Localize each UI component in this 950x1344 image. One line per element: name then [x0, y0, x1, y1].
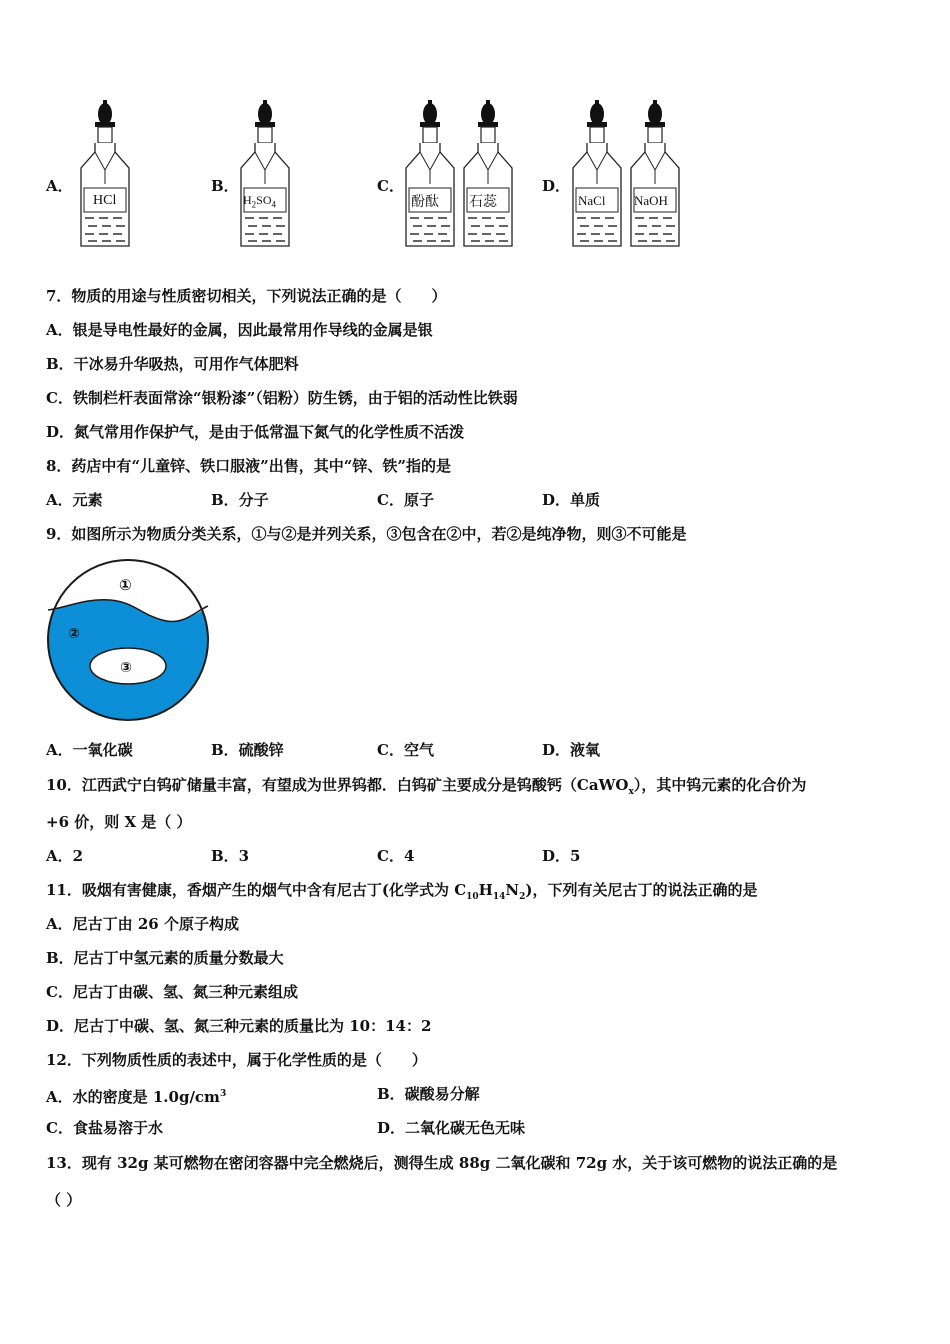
q12-option-d: D．二氧化碳无色无味	[377, 1119, 526, 1137]
q11-h-subscript: 14	[492, 892, 506, 902]
bottle-label-phenolphthalein: 酚酞	[411, 195, 439, 210]
q6-option-a-letter: A．	[46, 177, 73, 195]
q9-option-b: B．硫酸锌	[211, 741, 284, 759]
q10-stem-part2: ），其中钨元素的化合价为	[633, 776, 807, 794]
bottle-label-h2so4-sub2: 4	[271, 199, 277, 210]
q8-option-d: D．单质	[542, 491, 601, 509]
q6-option-b-letter: B．	[211, 177, 239, 195]
q12-option-b: B．碳酸易分解	[377, 1085, 480, 1103]
q12-option-c: C．食盐易溶于水	[46, 1119, 163, 1137]
q10-stem-part1: 10．江西武宁白钨矿储量丰富，有望成为世界钨都．白钨矿主要成分是钨酸钙（CaWO	[46, 776, 629, 794]
bottle-label-hcl: HCl	[93, 193, 117, 208]
q9-stem: 9．如图所示为物质分类关系，①与②是并列关系，③包含在②中，若②是纯净物，则③不可能是	[46, 525, 687, 543]
q12-option-a-sup: 3	[219, 1089, 227, 1099]
q9-classification-diagram	[44, 554, 214, 726]
bottle-litmus	[464, 100, 512, 246]
q11-h: H	[478, 881, 493, 899]
bottle-h2so4	[241, 100, 289, 246]
q7-option-c: C．铁制栏杆表面常涂“银粉漆”（铝粉）防生锈，由于铝的活动性比铁弱	[46, 389, 518, 407]
q9-label-1: ①	[119, 576, 132, 594]
bottle-nacl	[573, 100, 621, 246]
q6-option-c-letter: C．	[377, 177, 404, 195]
q8-option-b: B．分子	[211, 491, 269, 509]
q8-option-a: A．元素	[46, 491, 103, 509]
q11-option-a: A．尼古丁由 26 个原子构成	[46, 915, 239, 933]
q6-option-d-letter: D．	[542, 177, 571, 195]
q7-stem: 7．物质的用途与性质密切相关，下列说法正确的是（ ）	[46, 287, 447, 305]
bottle-label-nacl: NaCl	[578, 193, 606, 208]
bottle-hcl	[81, 100, 129, 246]
q9-option-d: D．液氧	[542, 741, 601, 759]
q10-option-d: D．5	[542, 847, 581, 865]
q7-option-b: B．干冰易升华吸热，可用作气体肥料	[46, 355, 299, 373]
q11-option-c: C．尼古丁由碳、氢、氮三种元素组成	[46, 983, 298, 1001]
q8-stem: 8．药店中有“儿童锌、铁口服液”出售，其中“锌、铁”指的是	[46, 457, 451, 475]
q10-option-a: A．2	[46, 847, 84, 865]
q11-stem-part1: 11．吸烟有害健康，香烟产生的烟气中含有尼古丁(化学式为 C	[46, 881, 467, 899]
q9-option-c: C．空气	[377, 741, 434, 759]
q8-option-c: C．原子	[377, 491, 434, 509]
q11-n-subscript: 2	[519, 892, 526, 902]
bottle-phenolphthalein	[406, 100, 454, 246]
q9-label-3: ③	[120, 660, 132, 676]
q11-c-subscript: 10	[466, 892, 479, 902]
q7-option-d: D．氮气常用作保护气，是由于低常温下氮气的化学性质不活泼	[46, 423, 465, 441]
q11-option-b: B．尼古丁中氢元素的质量分数最大	[46, 949, 284, 967]
bottle-naoh	[631, 100, 679, 246]
q13-stem-line2: （ ）	[46, 1191, 82, 1209]
bottle-label-h2so4: $H_2SO_4$	[243, 193, 277, 210]
q10-stem	[46, 775, 806, 802]
q13-stem: 13．现有 32g 某可燃物在密闭容器中完全燃烧后，测得生成 88g 二氧化碳和 72g 水，关于该可燃物的说法正确的是	[46, 1154, 838, 1172]
q6-figures	[0, 95, 950, 255]
q10-stem-subscript: x	[628, 787, 634, 797]
q11-option-d: D．尼古丁中碳、氢、氮三种元素的质量比为 10：14：2	[46, 1017, 432, 1035]
bottle-label-h2so4-sub: 2	[251, 199, 257, 210]
q12-stem: 12．下列物质性质的表述中，属于化学性质的是（ ）	[46, 1051, 427, 1069]
q9-option-a: A．一氧化碳	[46, 741, 133, 759]
q7-option-a: A．银是导电性最好的金属，因此最常用作导线的金属是银	[46, 321, 433, 339]
q12-option-a	[46, 1084, 226, 1107]
q9-label-2: ②	[68, 626, 80, 642]
q11-n: N	[505, 881, 520, 899]
q10-option-c: C．4	[377, 847, 415, 865]
q10-option-b: B．3	[211, 847, 250, 865]
q12-option-a-text: A．水的密度是 1.0g/cm	[46, 1088, 220, 1106]
bottle-label-litmus: 石蕊	[469, 195, 497, 210]
q11-stem-part2: )，下列有关尼古丁的说法正确的是	[525, 881, 758, 899]
bottle-label-naoh: NaOH	[634, 193, 668, 208]
q10-stem-line2: +6 价，则 X 是（ ）	[46, 813, 192, 831]
q11-stem	[46, 880, 757, 907]
